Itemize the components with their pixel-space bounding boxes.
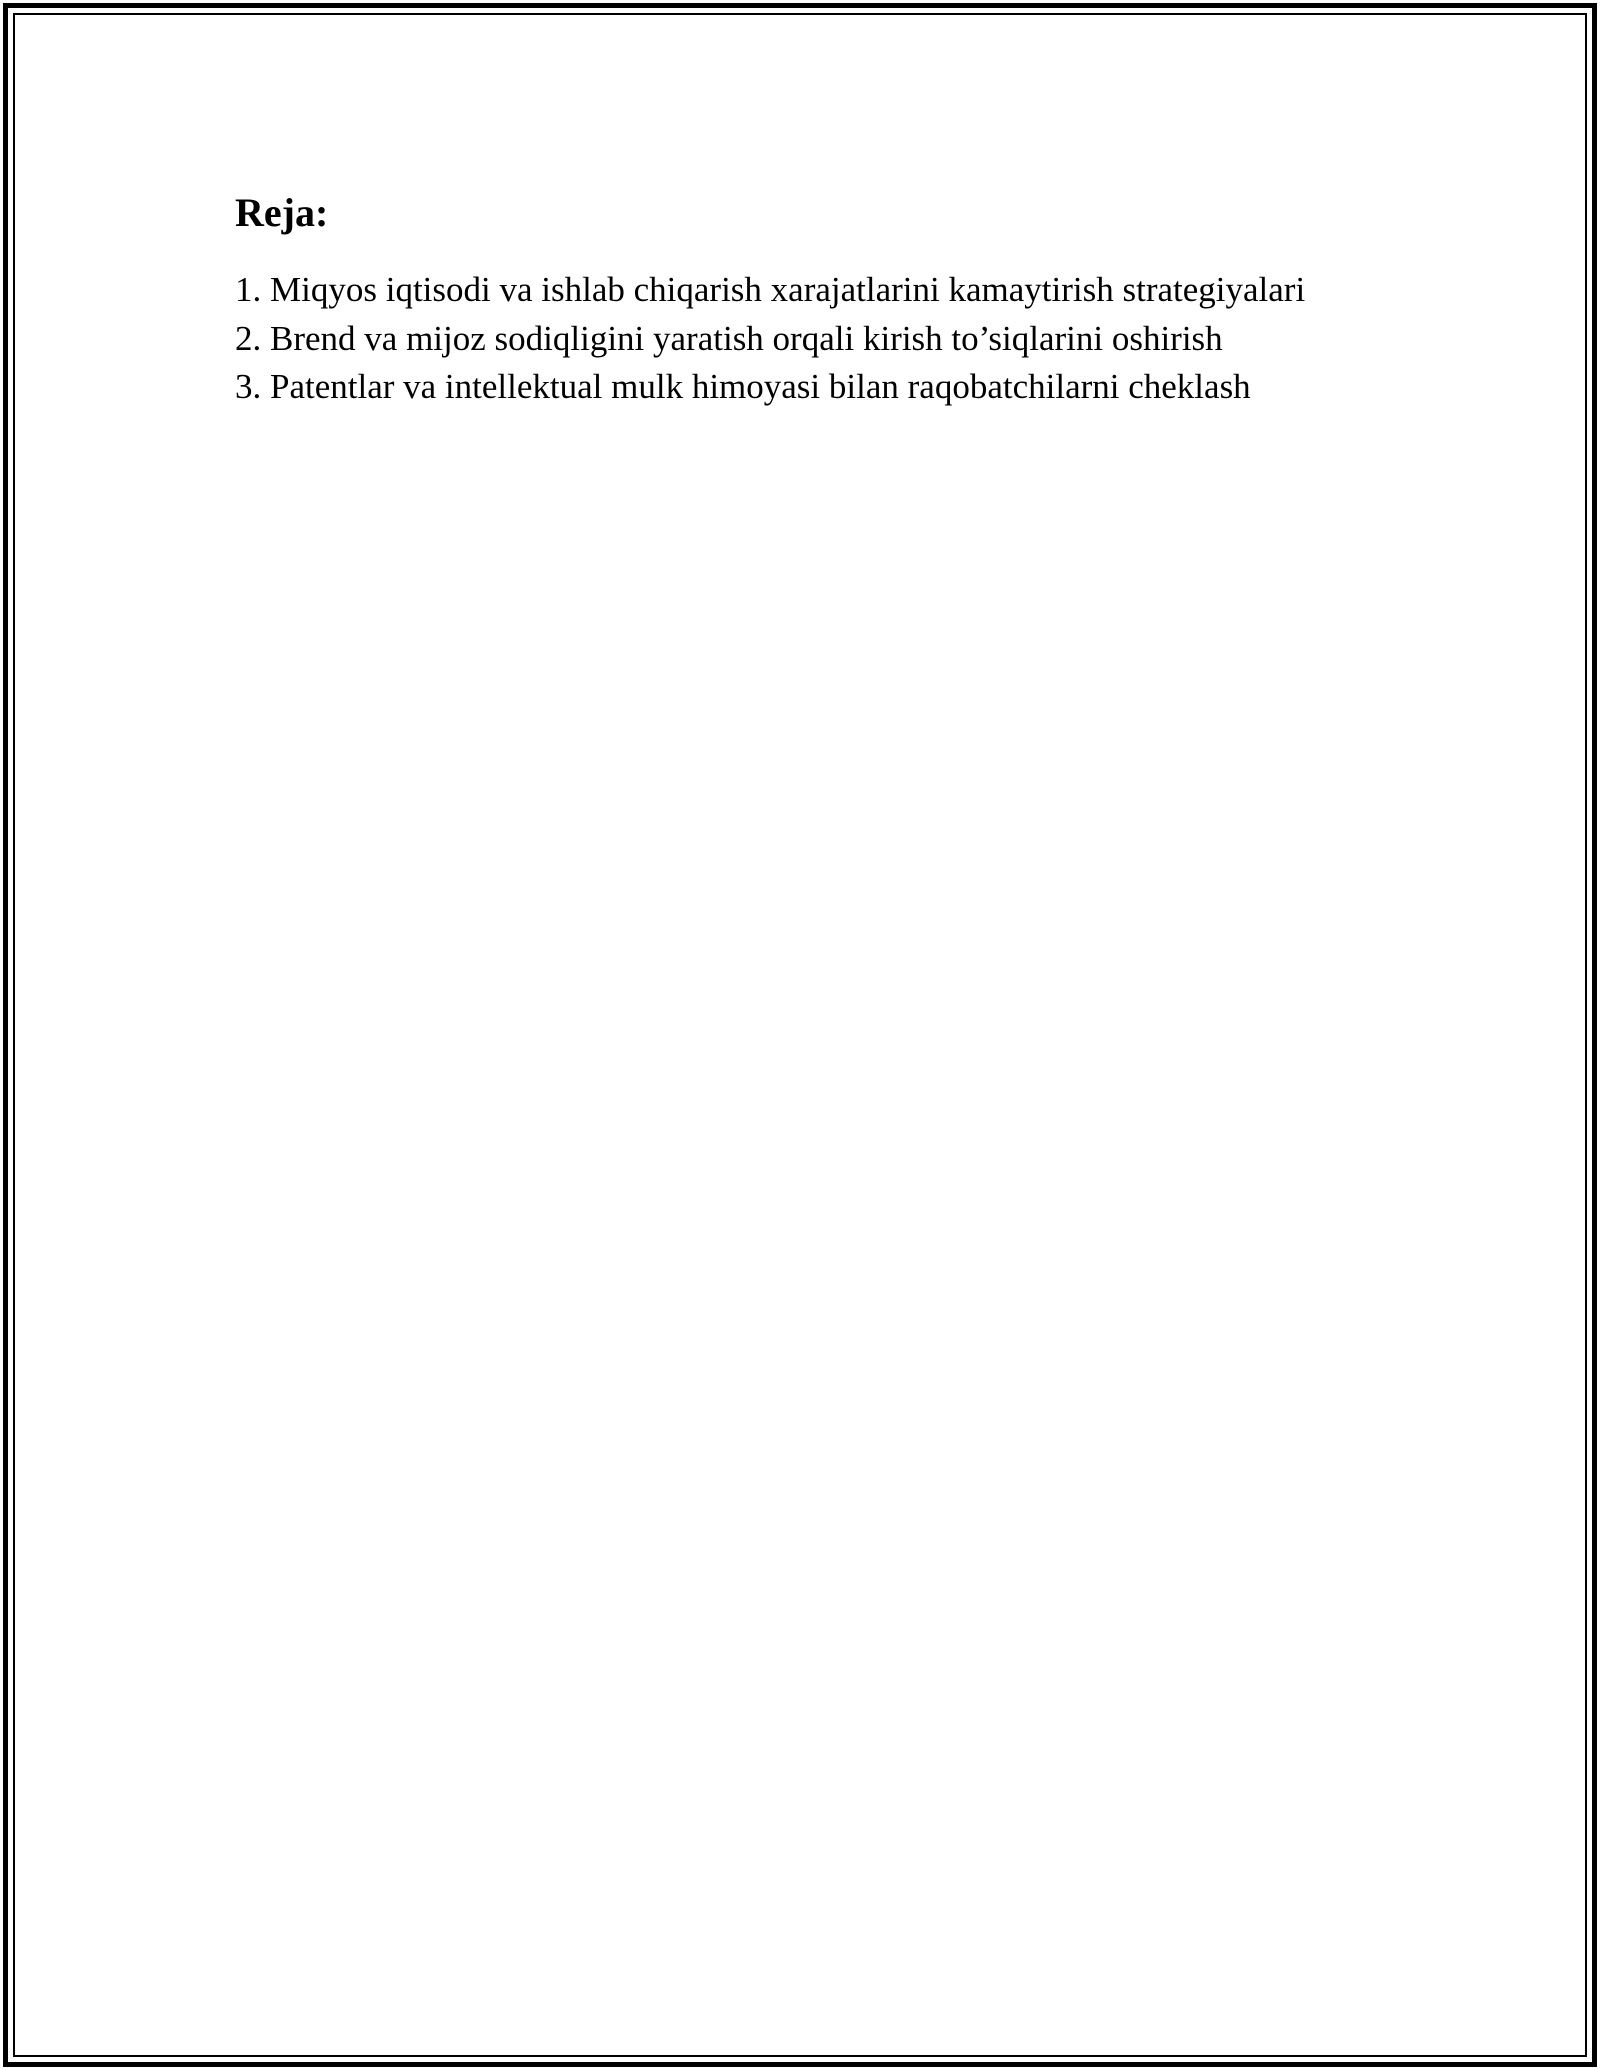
plan-list [235,266,1435,412]
plan-item-1: 1. Miqyos iqtisodi va ishlab chiqarish xarajatlarini kamaytirish strategiyalari [235,270,1306,309]
plan-item-2: 2. Brend va mijoz sodiqligini yaratish orqali kirish to’siqlarini oshirish [235,318,1223,358]
page-title: Reja: [235,190,329,235]
document-body [235,188,1435,412]
plan-item-3: 3. Patentlar va intellektual mulk himoyasi bilan raqobatchilarni cheklash [235,367,1251,406]
